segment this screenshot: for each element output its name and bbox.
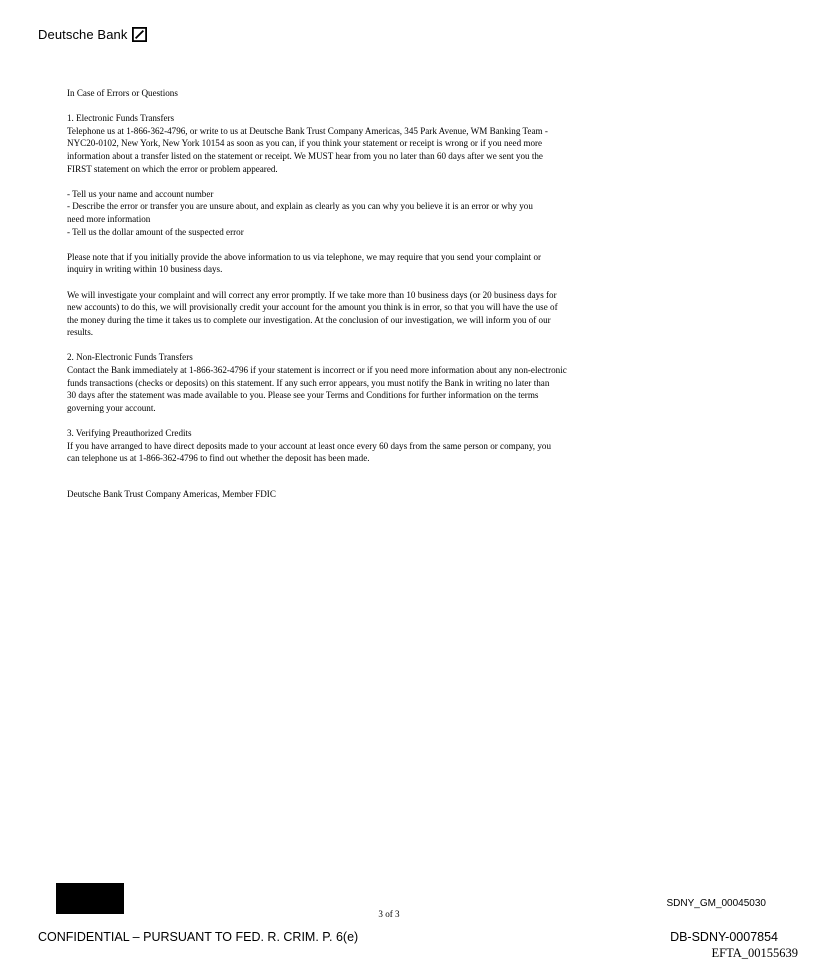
confidential-notice: CONFIDENTIAL – PURSUANT TO FED. R. CRIM. P. 6(e)	[38, 930, 359, 944]
page-number: 3 of 3	[378, 909, 400, 919]
disclosure-body	[67, 87, 642, 513]
telephone-note: Please note that if you initially provide the above information to us via telephone, we may require that you send your complaint or inquiry in writing within 10 business days.	[67, 251, 542, 275]
bank-name: Deutsche Bank	[38, 27, 128, 42]
preauthorized-credits-section: 3. Verifying Preauthorized Credits If you have arranged to have direct deposits made to your account at least once every 60 days from the same person or company, you can telephone us at 1-866-362-4796 to find out whether the deposit has been made.	[67, 428, 551, 464]
investigation-paragraph: We will investigate your complaint and will correct any error promptly. If we take more than 10 business days (or 20 business days for new accounts) to do this, we will provisionally credit your account for the amount you think is in error, so that you will have the use of the money during the time it takes us to complete our investigation. At the conclusion of our investigation, we will inform you of our results.	[67, 289, 558, 338]
bates-sdny-gm: SDNY_GM_00045030	[666, 898, 766, 909]
electronic-funds-section: 1. Electronic Funds Transfers Telephone us at 1-866-362-4796, or write to us at Deutsche Bank Trust Company Americas, 345 Park Avenue, WM Banking Team - NYC20-0102, New York, New York 10154 as soon as you can, if you think your statement or receipt is wrong or if you need more information about a transfer listed on the statement or receipt. We MUST hear from you no later than 60 days after we sent you the FIRST statement on which the error or problem appeared.	[67, 113, 548, 174]
efta-number: EFTA_00155639	[711, 946, 798, 960]
bates-db-sdny: DB-SDNY-0007854	[670, 930, 778, 944]
non-electronic-funds-section: 2. Non-Electronic Funds Transfers Contact the Bank immediately at 1-866-362-4796 if your statement is incorrect or if you need more information about any non-electronic funds transactions (checks or deposits) on this statement. If any such error appears, you must notify the Bank in writing no later than 30 days after the statement was made available to you. Please see your Terms and Conditions for further information on the terms governing your account.	[67, 352, 567, 413]
required-info-list: - Tell us your name and account number - Describe the error or transfer you are unsure about, and explain as clearly as you can why you believe it is an error or why you need more information - Tell us the dollar amount of the suspected error	[67, 188, 533, 237]
section-title: In Case of Errors or Questions	[67, 88, 178, 98]
member-fdic-line: Deutsche Bank Trust Company Americas, Member FDIC	[67, 488, 276, 499]
bank-header	[38, 27, 147, 42]
redaction-box	[56, 883, 124, 914]
deutsche-bank-logo-icon	[132, 27, 147, 42]
